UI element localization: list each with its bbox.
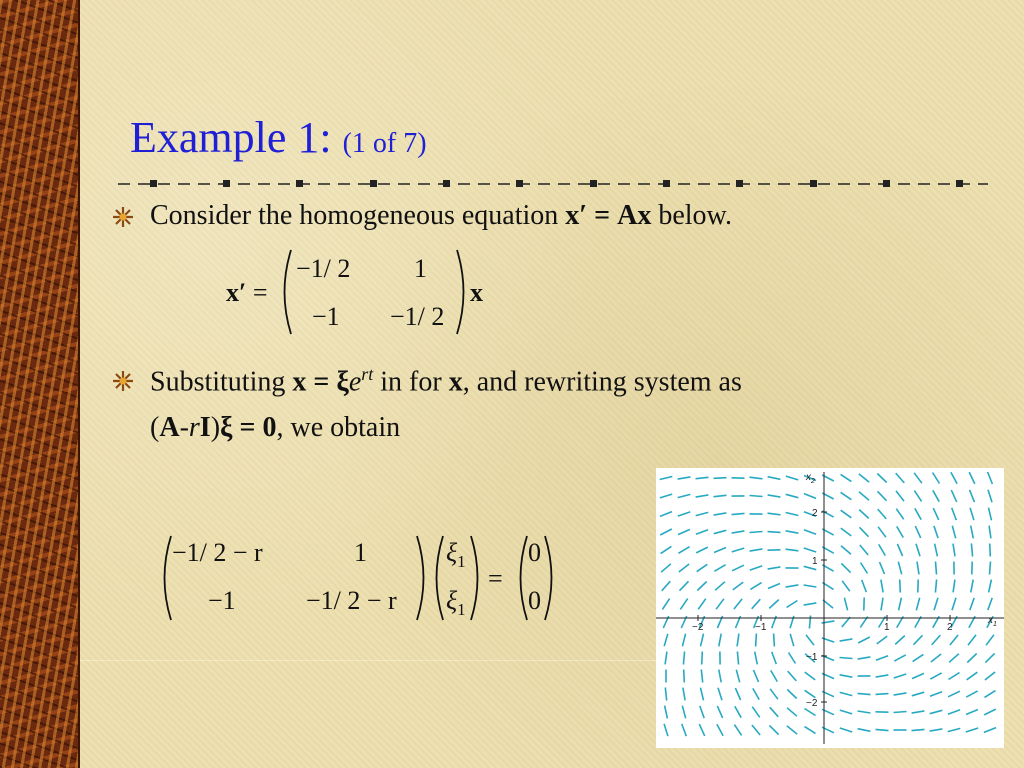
- direction-segment: [714, 530, 727, 533]
- direction-segment: [936, 562, 937, 575]
- direction-segment: [916, 598, 919, 611]
- direction-field-figure: [656, 468, 1004, 748]
- direction-segment: [896, 509, 903, 520]
- direction-segment: [804, 530, 816, 534]
- direction-segment: [770, 707, 779, 717]
- direction-segment: [842, 581, 850, 591]
- direction-segment: [912, 673, 924, 678]
- star-bullet-icon: [112, 206, 134, 228]
- direction-segment: [786, 531, 799, 533]
- direction-segment: [732, 531, 745, 533]
- direction-segment: [806, 635, 814, 645]
- matrix1-rhs: x: [470, 278, 483, 307]
- direction-segment: [750, 566, 762, 570]
- direction-segment: [949, 654, 959, 663]
- direction-segment: [985, 672, 995, 680]
- direction-segment: [678, 529, 690, 534]
- direction-segment: [661, 564, 671, 572]
- direction-segment: [841, 510, 852, 518]
- direction-segment: [768, 495, 781, 497]
- direction-segment: [988, 472, 993, 484]
- direction-segment: [967, 654, 976, 663]
- direction-segment: [913, 654, 924, 661]
- direction-segment: [684, 670, 685, 683]
- direction-segment: [752, 725, 760, 735]
- direction-segment: [912, 729, 925, 730]
- direction-segment: [951, 472, 957, 483]
- direction-segment: [988, 490, 992, 502]
- y-tick-label: 2: [812, 508, 818, 519]
- x-tick-label: −1: [755, 622, 767, 633]
- direction-segment: [732, 565, 744, 571]
- direction-segment: [750, 477, 763, 479]
- direction-segment: [953, 544, 955, 557]
- x-tick-label: 2: [947, 622, 953, 633]
- title-sub: (1 of 7): [342, 128, 427, 159]
- direction-field-plot: [656, 468, 1004, 748]
- direction-segment: [876, 694, 889, 695]
- direction-segment: [930, 673, 941, 679]
- direction-segment: [769, 600, 779, 609]
- direction-segment: [990, 544, 991, 557]
- direction-segment: [660, 494, 672, 498]
- direction-segment: [756, 634, 757, 647]
- direction-segment: [768, 477, 781, 480]
- zero-vector-right-paren: [542, 534, 560, 622]
- direction-segment: [967, 672, 978, 680]
- direction-segment: [787, 601, 798, 608]
- direction-segment: [665, 652, 667, 665]
- direction-segment: [804, 585, 817, 587]
- direction-segment: [876, 675, 889, 677]
- direction-segment: [736, 670, 739, 683]
- vector-xi-entry2: $\xi_1$: [446, 586, 466, 620]
- direction-segment: [696, 495, 709, 497]
- direction-segment: [841, 492, 852, 499]
- direction-segment: [933, 473, 940, 484]
- direction-segment: [787, 726, 797, 734]
- direction-segment: [805, 709, 816, 716]
- matrix2-a11: −1/ 2 − r: [172, 538, 263, 567]
- matrix1-a22: −1/ 2: [390, 302, 445, 331]
- direction-segment: [735, 688, 740, 700]
- direction-segment: [701, 634, 704, 647]
- direction-segment: [971, 544, 972, 557]
- direction-segment: [916, 544, 920, 556]
- direction-segment: [897, 526, 904, 537]
- direction-segment: [718, 688, 722, 700]
- y-tick-label: −1: [806, 652, 818, 663]
- direction-segment: [880, 562, 885, 574]
- direction-segment: [702, 652, 703, 665]
- direction-segment: [714, 478, 727, 479]
- direction-segment: [862, 580, 867, 592]
- direction-segment: [661, 546, 672, 553]
- dashed-divider: [118, 174, 988, 194]
- direction-segment: [733, 582, 743, 590]
- direction-segment: [931, 654, 941, 662]
- direction-segment: [714, 495, 727, 496]
- matrix1-left-paren: [276, 248, 294, 336]
- direction-segment: [878, 491, 887, 500]
- bullet2-line2: (A-rI)ξ = 0, we obtain: [150, 412, 401, 443]
- y-tick-label: 1: [812, 556, 818, 567]
- direction-segment: [840, 639, 853, 641]
- direction-segment: [840, 658, 853, 659]
- direction-field-segments: [660, 472, 996, 736]
- direction-segment: [717, 724, 723, 735]
- direction-segment: [859, 492, 869, 500]
- direction-segment: [878, 509, 887, 519]
- direction-segment: [682, 706, 685, 719]
- direction-segment: [949, 673, 960, 680]
- direction-segment: [934, 526, 938, 538]
- direction-segment: [696, 547, 708, 553]
- direction-segment: [914, 491, 921, 502]
- direction-segment: [858, 657, 871, 659]
- direction-segment: [750, 583, 761, 590]
- direction-segment: [734, 725, 741, 736]
- direction-segment: [951, 490, 956, 502]
- direction-segment: [841, 546, 851, 554]
- direction-segment: [894, 674, 906, 678]
- direction-segment: [752, 707, 759, 718]
- direction-segment: [696, 477, 709, 478]
- direction-segment: [680, 581, 689, 590]
- direction-segment: [772, 652, 777, 664]
- direction-segment: [912, 692, 924, 696]
- direction-segment: [737, 634, 739, 647]
- direction-segment: [701, 670, 702, 683]
- direction-segment: [719, 670, 721, 683]
- direction-segment: [912, 711, 925, 713]
- direction-segment: [971, 580, 973, 593]
- direction-segment: [662, 581, 671, 591]
- bullet1-text: Consider the homogeneous equation x′ = Ax below.: [150, 200, 732, 231]
- matrix2-a22: −1/ 2 − r: [306, 586, 397, 615]
- direction-segment: [678, 494, 691, 497]
- direction-segment: [858, 729, 871, 732]
- direction-segment: [896, 491, 904, 501]
- direction-segment: [787, 708, 797, 716]
- direction-segment: [858, 637, 870, 643]
- matrix1-a21: −1: [312, 302, 340, 331]
- direction-segment: [734, 599, 742, 609]
- direction-segment: [701, 688, 704, 701]
- direction-segment: [737, 652, 738, 665]
- direction-segment: [805, 672, 815, 680]
- direction-segment: [948, 728, 961, 731]
- direction-segment: [989, 508, 992, 521]
- direction-segment: [876, 729, 889, 730]
- direction-segment: [876, 656, 888, 661]
- direction-segment: [786, 549, 799, 551]
- direction-segment: [665, 688, 666, 701]
- direction-segment: [858, 711, 871, 713]
- y-tick-label: −2: [806, 698, 818, 709]
- direction-segment: [788, 671, 797, 681]
- direction-segment: [915, 508, 921, 519]
- direction-segment: [948, 710, 960, 714]
- direction-segment: [769, 725, 778, 734]
- direction-segment: [881, 580, 883, 593]
- direction-segment: [719, 634, 721, 647]
- direction-segment: [714, 565, 725, 572]
- direction-segment: [840, 692, 853, 695]
- direction-segment: [805, 690, 816, 697]
- direction-segment: [805, 727, 816, 734]
- direction-segment: [841, 528, 851, 536]
- direction-segment: [697, 582, 706, 591]
- direction-segment: [699, 724, 704, 736]
- direction-segment: [700, 706, 704, 718]
- direction-segment: [948, 691, 960, 697]
- direction-segment: [970, 598, 974, 610]
- direction-segment: [750, 496, 763, 497]
- direction-segment: [696, 512, 709, 515]
- slide-title: [130, 112, 427, 163]
- direction-segment: [930, 729, 943, 731]
- direction-segment: [985, 691, 996, 698]
- direction-segment: [970, 490, 975, 502]
- direction-segment: [935, 580, 936, 593]
- direction-segment: [984, 728, 996, 733]
- direction-segment: [877, 474, 886, 483]
- direction-segment: [915, 526, 920, 538]
- direction-segment: [933, 490, 939, 501]
- direction-segment: [678, 547, 689, 554]
- direction-segment: [770, 689, 778, 699]
- direction-segment: [698, 599, 706, 610]
- title-main: Example 1:: [130, 113, 332, 162]
- direction-segment: [859, 510, 869, 519]
- direction-segment: [786, 476, 798, 480]
- direction-segment: [966, 691, 977, 697]
- direction-segment: [934, 598, 938, 610]
- direction-segment: [660, 529, 672, 535]
- direction-segment: [683, 688, 685, 701]
- direction-segment: [952, 526, 955, 539]
- direction-segment: [859, 474, 869, 482]
- x2-axis-label: $x_2$: [806, 472, 815, 485]
- direction-segment: [660, 477, 673, 480]
- direction-segment: [732, 548, 744, 552]
- direction-segment: [714, 548, 726, 553]
- direction-segment: [804, 548, 816, 552]
- direction-segment: [914, 635, 923, 644]
- direction-segment: [715, 582, 725, 591]
- matrix1-lhs: x′ =: [226, 278, 268, 307]
- direction-segment: [988, 598, 992, 610]
- direction-segment: [750, 549, 763, 551]
- zero-vector-entry1: 0: [528, 538, 541, 567]
- vector-xi-left-paren: [428, 534, 446, 622]
- vector-xi-entry1: $\xi_1$: [446, 538, 466, 572]
- direction-segment: [735, 706, 741, 717]
- direction-segment: [752, 599, 761, 609]
- direction-segment: [858, 693, 871, 694]
- direction-segment: [787, 690, 796, 699]
- direction-segment: [881, 598, 883, 611]
- direction-segment: [989, 526, 991, 539]
- direction-segment: [917, 562, 919, 575]
- direction-segment: [840, 728, 852, 732]
- direction-segment: [969, 472, 975, 484]
- direction-segment: [894, 655, 905, 661]
- direction-segment: [789, 653, 796, 664]
- direction-segment: [664, 724, 668, 736]
- direction-segment: [774, 634, 775, 647]
- direction-segment: [841, 563, 850, 572]
- direction-segment: [662, 599, 669, 610]
- direction-segment: [879, 544, 886, 555]
- direction-segment: [768, 567, 781, 569]
- direction-segment: [966, 728, 978, 732]
- direction-segment: [660, 512, 672, 517]
- matrix1-a11: −1/ 2: [296, 254, 351, 283]
- x-tick-label: 1: [884, 622, 890, 633]
- direction-segment: [717, 706, 722, 718]
- direction-segment: [664, 634, 668, 646]
- direction-segment: [786, 513, 799, 516]
- direction-segment: [804, 494, 816, 499]
- direction-segment: [754, 670, 759, 682]
- direction-segment: [697, 564, 708, 571]
- direction-segment: [894, 712, 907, 713]
- direction-segment: [840, 675, 853, 677]
- direction-segment: [990, 562, 991, 575]
- matrix2-a21: −1: [208, 586, 236, 615]
- direction-segment: [753, 688, 759, 699]
- matrix1-a12: 1: [414, 254, 427, 283]
- x-tick-label: −2: [692, 622, 704, 633]
- star-bullet-icon: [112, 370, 134, 392]
- matrix2-equals: =: [488, 564, 503, 593]
- direction-segment: [966, 710, 978, 715]
- direction-segment: [678, 477, 691, 479]
- direction-segment: [665, 706, 668, 719]
- direction-segment: [714, 513, 727, 515]
- direction-segment: [840, 710, 852, 714]
- direction-segment: [682, 724, 687, 736]
- direction-segment: [809, 616, 810, 629]
- direction-segment: [682, 634, 685, 647]
- direction-segment: [986, 635, 994, 645]
- x1-axis-label: $x_1$: [988, 615, 997, 628]
- direction-segment: [861, 563, 868, 574]
- direction-segment: [985, 653, 994, 662]
- direction-segment: [683, 652, 684, 665]
- direction-segment: [970, 508, 974, 520]
- direction-segment: [768, 584, 780, 589]
- direction-segment: [716, 599, 724, 609]
- direction-segment: [895, 636, 905, 645]
- direction-segment: [953, 580, 955, 593]
- direction-segment: [898, 562, 901, 575]
- direction-segment: [894, 693, 907, 695]
- faint-rule: [80, 660, 660, 661]
- direction-segment: [930, 692, 942, 697]
- direction-segment: [786, 494, 799, 497]
- direction-segment: [897, 544, 902, 556]
- matrix2-a12: 1: [354, 538, 367, 567]
- direction-segment: [860, 545, 868, 555]
- direction-segment: [950, 635, 958, 645]
- direction-segment: [768, 532, 781, 533]
- direction-segment: [984, 709, 996, 715]
- direction-segment: [771, 670, 778, 681]
- direction-segment: [696, 530, 708, 534]
- direction-segment: [732, 513, 745, 514]
- bullet2-line1: Substituting $x = \xi e^{rt}$ in for x, and rewriting system as: [150, 364, 742, 398]
- direction-segment: [952, 508, 957, 520]
- direction-segment: [844, 598, 847, 611]
- direction-segment: [971, 526, 974, 539]
- zero-vector-entry2: 0: [528, 586, 541, 615]
- direction-segment: [768, 513, 781, 515]
- direction-segment: [841, 474, 852, 481]
- direction-segment: [678, 512, 690, 516]
- direction-segment: [952, 598, 956, 610]
- direction-segment: [968, 635, 976, 645]
- direction-segment: [932, 635, 941, 645]
- direction-segment: [680, 599, 687, 610]
- direction-segment: [860, 527, 869, 536]
- direction-segment: [935, 544, 938, 557]
- direction-segment: [877, 636, 887, 644]
- direction-segment: [750, 532, 763, 533]
- direction-segment: [930, 710, 943, 713]
- decorative-left-strip: [0, 0, 80, 768]
- direction-segment: [896, 473, 905, 483]
- direction-segment: [900, 580, 901, 593]
- direction-segment: [914, 473, 922, 483]
- direction-segment: [878, 527, 886, 537]
- direction-segment: [989, 580, 992, 593]
- direction-segment: [804, 603, 817, 605]
- direction-segment: [755, 652, 758, 665]
- direction-segment: [679, 564, 689, 572]
- direction-segment: [790, 634, 794, 646]
- direction-segment: [786, 585, 799, 587]
- direction-segment: [899, 598, 902, 611]
- direction-segment: [933, 508, 938, 520]
- vector-xi-right-paren: [468, 534, 486, 622]
